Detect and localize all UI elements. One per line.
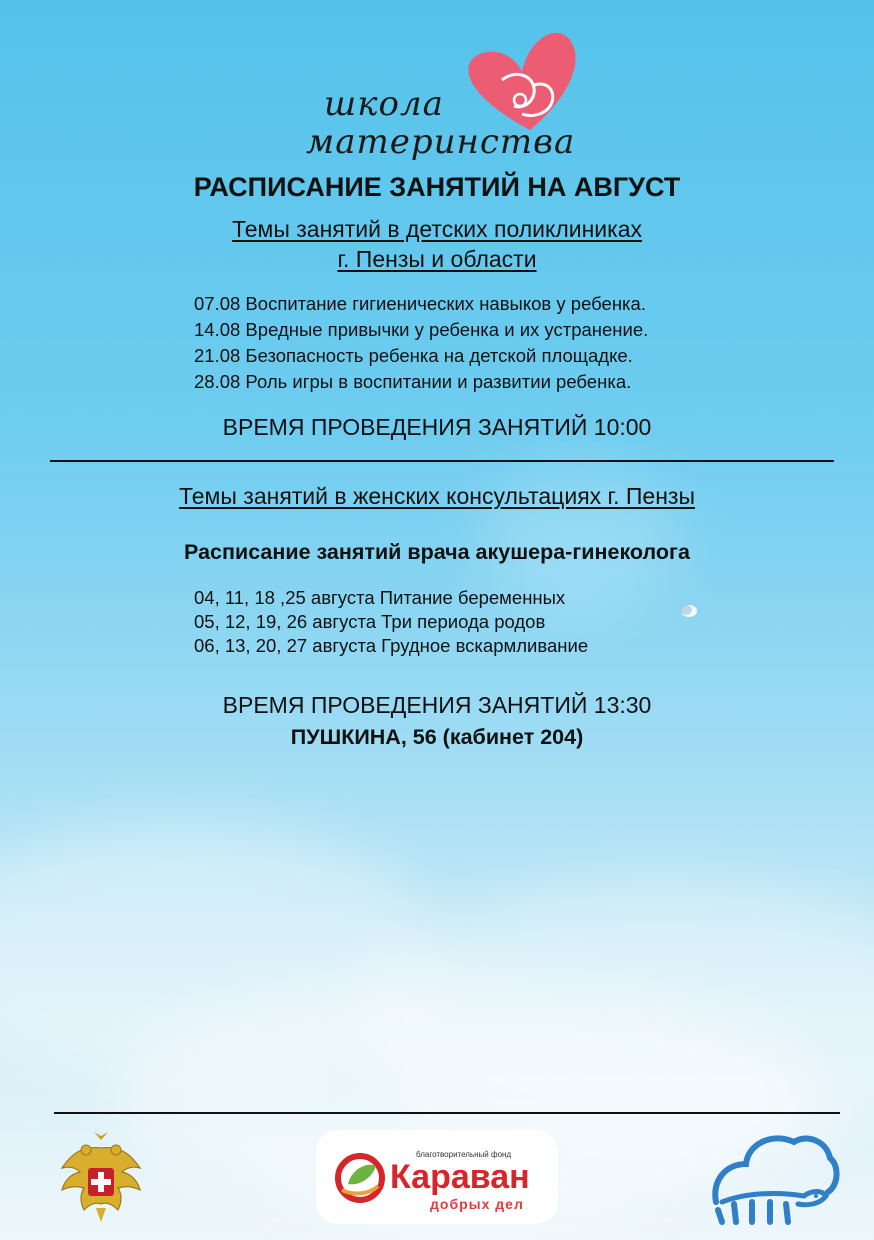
bear-icon [708,1130,840,1226]
list-item: 21.08 Безопасность ребенка на детской площадке. [194,345,633,366]
section1-time: ВРЕМЯ ПРОВЕДЕНИЯ ЗАНЯТИЙ 10:00 [222,414,652,440]
section1-topic-list [194,291,648,395]
logo-text-school: школа [324,84,444,124]
list-item: 14.08 Вредные привычки у ребенка и их устранение. [194,319,649,340]
double-headed-eagle-icon [56,1128,146,1224]
caravan-leaf-icon [330,1148,390,1208]
caravan-fund-logo [316,1130,558,1224]
list-item: 06, 13, 20, 27 августа Грудное вскармливание [194,635,589,656]
list-item: 05, 12, 19, 26 августа Три периода родов [194,611,546,632]
list-item: 07.08 Воспитание гигиенических навыков у ребенка. [194,293,646,314]
section2-subheading: Расписание занятий врача акушера-гинеколога [184,540,690,564]
page-title: РАСПИСАНИЕ ЗАНЯТИЙ НА АВГУСТ [193,172,681,202]
caravan-small-text: благотворительный фонд [416,1150,512,1159]
section2-address: ПУШКИНА, 56 (кабинет 204) [290,725,584,749]
moon-icon [680,604,698,618]
caravan-subtitle: добрых дел [430,1196,524,1212]
section1-heading-line2: г. Пензы и области [337,246,537,272]
section2-time: ВРЕМЯ ПРОВЕДЕНИЯ ЗАНЯТИЙ 13:30 [222,692,652,718]
section2-topic-list [194,586,588,658]
school-of-motherhood-logo [270,18,610,168]
list-item: 28.08 Роль игры в воспитании и развитии ребенка. [194,371,632,392]
section1-heading-line1: Темы занятий в детских поликлиниках [231,216,643,242]
list-item: 04, 11, 18 ,25 августа Питание беременных [194,587,566,608]
section2-heading: Темы занятий в женских консультациях г. Пензы [179,483,695,509]
divider-top [50,460,834,462]
caravan-name: Караван [390,1158,530,1196]
divider-bottom [54,1112,840,1114]
logo-text-motherhood: материнства [306,122,576,162]
